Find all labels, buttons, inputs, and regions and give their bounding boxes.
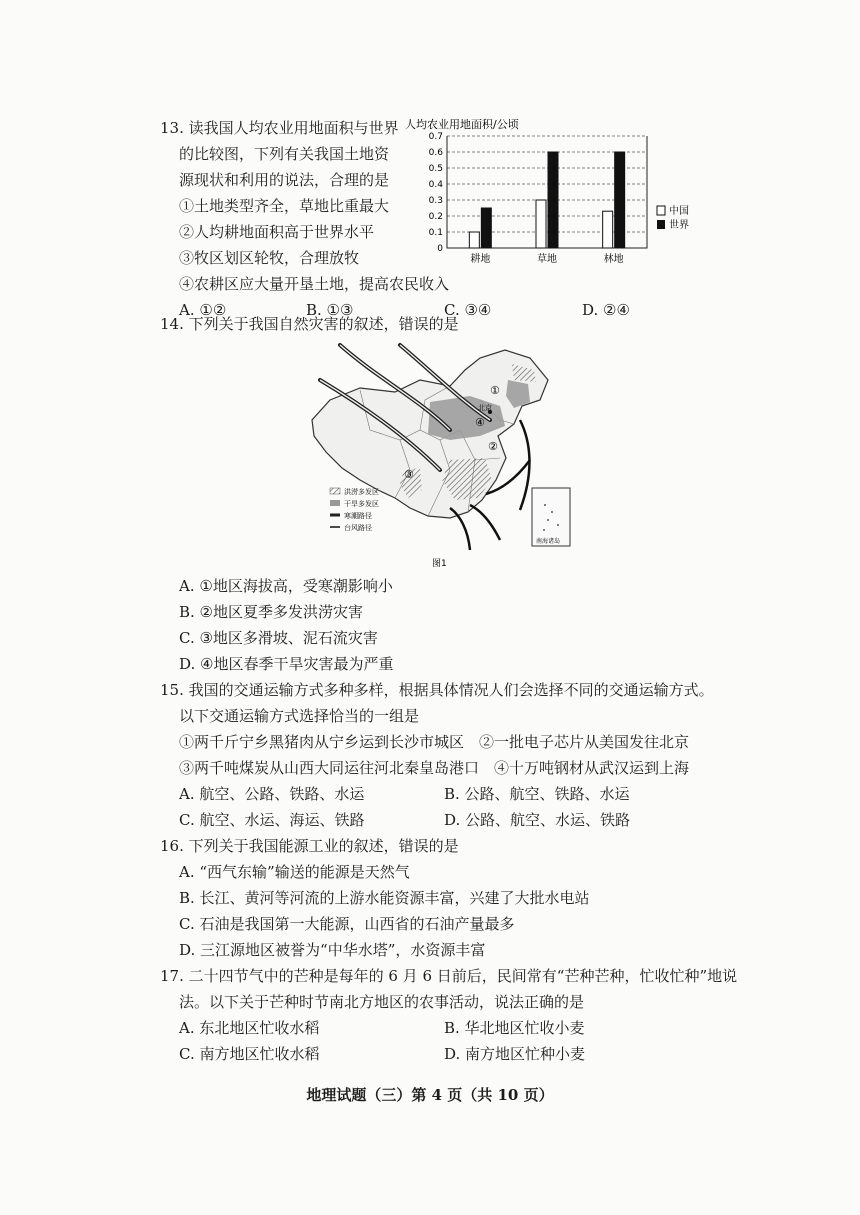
x-tick-label: 草地 xyxy=(537,254,557,265)
china-disaster-map xyxy=(300,340,580,570)
bar-china xyxy=(603,211,613,248)
legend-label-world: 世界 xyxy=(669,220,689,231)
q14-option-a: A. ①地区海拔高，受寒潮影响小 xyxy=(179,577,393,595)
legend-label-china: 中国 xyxy=(669,206,689,217)
x-tick-label: 耕地 xyxy=(470,254,491,265)
y-tick-label: 0.1 xyxy=(428,228,443,238)
land-area-bar-chart xyxy=(395,110,715,275)
chart-x-tick-labels xyxy=(470,252,623,265)
x-tick-label: 林地 xyxy=(603,254,624,265)
bar-china xyxy=(536,200,546,248)
bar-world xyxy=(481,208,491,248)
q13-stem-line-2: 的比较图，下列有关我国土地资 xyxy=(179,145,390,163)
q17-stem-line-1: 17. 二十四节气中的芒种是每年的 6 月 6 日前后，民间常有“芒种芒种，忙收忙种”地说 xyxy=(160,967,738,985)
q15-option-d: D. 公路、航空、水运、铁路 xyxy=(444,811,631,829)
y-tick-label: 0.4 xyxy=(428,180,443,190)
q13-option-d: D. ②④ xyxy=(582,301,630,319)
q13-option-c: C. ③④ xyxy=(444,301,492,319)
bar-world xyxy=(615,152,625,248)
legend-swatch-world xyxy=(657,220,665,229)
q13-statement-4: ④农耕区应大量开垦土地，提高农民收入 xyxy=(179,275,450,293)
legend-flood-swatch xyxy=(330,488,340,494)
q13-option-b: B. ①③ xyxy=(306,301,354,319)
map-marker-3: ③ xyxy=(404,468,414,481)
q13-stem-line-1: 13. 读我国人均农业用地面积与世界 xyxy=(160,119,399,137)
inset-label: 南海诸岛 xyxy=(536,538,561,545)
map-marker-2: ② xyxy=(488,440,498,453)
q17-option-a: A. 东北地区忙收水稻 xyxy=(179,1019,320,1037)
map-caption: 图1 xyxy=(432,559,447,569)
q17-option-b: B. 华北地区忙收小麦 xyxy=(444,1019,585,1037)
q15-item-line-1: ①两千斤宁乡黑猪肉从宁乡运到长沙市城区 ②一批电子芯片从美国发往北京 xyxy=(179,733,690,751)
page-footer: 地理试题（三）第 4 页（共 10 页） xyxy=(306,1086,554,1104)
q16-option-a: A. “西气东输”输送的能源是天然气 xyxy=(179,863,410,881)
y-tick-label: 0.2 xyxy=(428,212,443,222)
q15-stem-line-1: 15. 我国的交通运输方式多种多样，根据具体情况人们会选择不同的交通运输方式。 xyxy=(160,681,714,699)
q16-option-d: D. 三江源地区被誉为“中华水塔”，水资源丰富 xyxy=(179,941,486,959)
q14-option-c: C. ③地区多滑坡、泥石流灾害 xyxy=(179,629,378,647)
q16-stem: 16. 下列关于我国能源工业的叙述，错误的是 xyxy=(160,837,459,855)
q13-option-a: A. ①② xyxy=(179,301,227,319)
legend-drought-label: 干旱多发区 xyxy=(344,500,379,508)
q14-option-b: B. ②地区夏季多发洪涝灾害 xyxy=(179,603,364,621)
legend-typhoon-label: 台风路径 xyxy=(344,524,372,532)
q17-stem-line-2: 法。以下关于芒种时节南北方地区的农事活动，说法正确的是 xyxy=(179,993,585,1011)
y-tick-label: 0.5 xyxy=(428,164,443,174)
map-marker-4: ④ xyxy=(475,416,485,429)
q13-stem-line-3: 源现状和利用的说法，合理的是 xyxy=(179,171,390,189)
chart-y-tick-labels xyxy=(429,132,444,254)
y-tick-label: 0.7 xyxy=(428,132,443,142)
q15-option-b: B. 公路、航空、铁路、水运 xyxy=(444,785,630,803)
q13-statement-2: ②人均耕地面积高于世界水平 xyxy=(179,223,375,241)
q15-stem-line-2: 以下交通运输方式选择恰当的一组是 xyxy=(179,707,420,725)
q13-statement-3: ③牧区划区轮牧，合理放牧 xyxy=(179,249,360,267)
q16-option-b: B. 长江、黄河等河流的上游水能资源丰富，兴建了大批水电站 xyxy=(179,889,590,907)
chart-title: 人均农业用地面积/公顷 xyxy=(405,118,519,131)
y-tick-label: 0 xyxy=(437,244,443,254)
legend-swatch-china xyxy=(657,206,665,215)
map-legend xyxy=(330,487,379,532)
q17-option-d: D. 南方地区忙种小麦 xyxy=(444,1045,586,1063)
y-tick-label: 0.3 xyxy=(428,196,443,206)
beijing-label: 北京 xyxy=(478,404,492,412)
bar-china xyxy=(469,232,479,248)
q14-stem: 14. 下列关于我国自然灾害的叙述，错误的是 xyxy=(160,315,459,333)
bar-world xyxy=(548,152,558,248)
legend-flood-label: 洪涝多发区 xyxy=(344,488,379,496)
legend-cold-wave-label: 寒潮路径 xyxy=(344,512,372,520)
q16-option-c: C. 石油是我国第一大能源，山西省的石油产量最多 xyxy=(179,915,515,933)
q13-statement-1: ①土地类型齐全，草地比重最大 xyxy=(179,197,390,215)
y-tick-label: 0.6 xyxy=(428,148,443,158)
chart-legend xyxy=(657,204,689,231)
q15-option-a: A. 航空、公路、铁路、水运 xyxy=(179,785,365,803)
q14-option-d: D. ④地区春季干旱灾害最为严重 xyxy=(179,655,394,673)
q15-option-c: C. 航空、水运、海运、铁路 xyxy=(179,811,365,829)
legend-drought-swatch xyxy=(330,500,340,506)
q17-option-c: C. 南方地区忙收水稻 xyxy=(179,1045,320,1063)
map-marker-1: ① xyxy=(490,384,500,397)
q15-item-line-2: ③两千吨煤炭从山西大同运往河北秦皇岛港口 ④十万吨钢材从武汉运到上海 xyxy=(179,759,690,777)
